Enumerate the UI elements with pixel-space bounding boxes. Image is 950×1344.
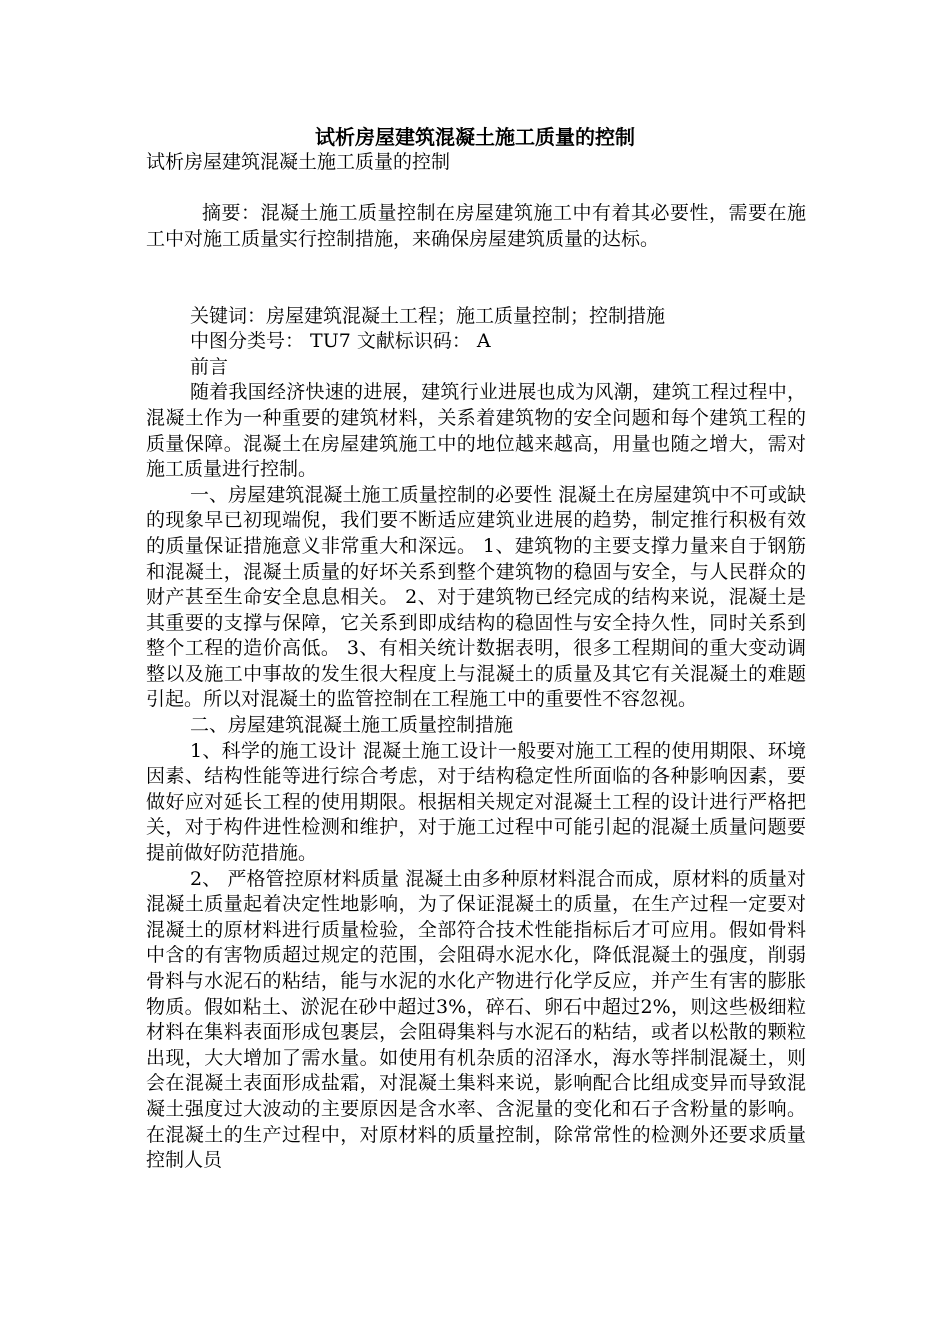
document-body — [146, 150, 806, 1174]
abstract-paragraph: 摘要：混凝土施工质量控制在房屋建筑施工中有着其必要性，需要在施工中对施工质量实行控制措施，来确保房屋建筑质量的达标。 — [146, 202, 806, 250]
document-title: 试析房屋建筑混凝土施工质量的控制 — [315, 125, 635, 149]
subtitle: 试析房屋建筑混凝土施工质量的控制 — [146, 151, 451, 173]
preface-heading: 前言 — [190, 355, 229, 378]
section1-paragraph: 一、房屋建筑混凝土施工质量控制的必要性 混凝土在房屋建筑中不可或缺的现象早已初现端倪，我们要不断适应建筑业进展的趋势，制定推行积极有效的质量保证措施意义非常重大和深远。 1、建筑物的主要支撑力量来自于钢筋和混凝土，混凝土质量的好坏关系到整个建筑物的稳固与安全，与人民群众的财产甚至生命安全息息相关。 2、对于建筑物已经完成的结构来说，混凝土是其重要的支撑与保障，它关系到即成结构的稳固性与安全持久性，同时关系到整个工程的造价高低。 3、有相关统计数据表明，很多工程期间的重大变动调整以及施工中事故的发生很大程度上与混凝土的质量及其它有关混凝土的难题引起。所以对混凝土的监管控制在工程施工中的重要性不容忽视。 — [146, 483, 806, 711]
keywords-line: 关键词：房屋建筑混凝土工程；施工质量控制；控制措施 — [190, 304, 666, 327]
spacer — [146, 176, 806, 202]
section2-heading: 二、房屋建筑混凝土施工质量控制措施 — [190, 714, 514, 737]
spacer — [146, 252, 806, 278]
classification-line: 中图分类号： TU7 文献标识码： A — [190, 330, 491, 353]
spacer — [146, 278, 806, 304]
item1-paragraph: 1、科学的施工设计 混凝土施工设计一般要对施工工程的使用期限、环境因素、结构性能等进行综合考虑，对于结构稳定性所面临的各种影响因素，要做好应对延长工程的使用期限。根据相关规定对混凝土工程的设计进行严格把关，对于构件进性检测和维护，对于施工过程中可能引起的混凝土质量问题要提前做好防范措施。 — [146, 739, 806, 865]
preface-paragraph: 随着我国经济快速的进展，建筑行业进展也成为风潮，建筑工程过程中，混凝土作为一种重要的建筑材料，关系着建筑物的安全问题和每个建筑工程的质量保障。混凝土在房屋建筑施工中的地位越来越高，用量也随之增大，需对施工质量进行控制。 — [146, 381, 806, 481]
item2-paragraph: 2、 严格管控原材料质量 混凝土由多种原材料混合而成，原材料的质量对混凝土质量起着决定性地影响，为了保证混凝土的质量，在生产过程一定要对混凝土的原材料进行质量检验，全部符合技术性能指标后才可应用。假如骨料中含的有害物质超过规定的范围，会阻碍水泥水化，降低混凝土的强度，削弱骨料与水泥石的粘结，能与水泥的水化产物进行化学反应，并产生有害的膨胀物质。假如粘土、淤泥在砂中超过3%，碎石、卵石中超过2%，则这些极细粒材料在集料表面形成包裹层，会阻碍集料与水泥石的粘结，或者以松散的颗粒出现，大大增加了需水量。如使用有机杂质的沼泽水，海水等拌制混凝土，则会在混凝土表面形成盐霜，对混凝土集料来说，影响配合比组成变异而导致混凝土强度过大波动的主要原因是含水率、含泥量的变化和石子含粉量的影响。在混凝土的生产过程中，对原材料的质量控制，除常常性的检测外还要求质量控制人员 — [146, 867, 806, 1172]
